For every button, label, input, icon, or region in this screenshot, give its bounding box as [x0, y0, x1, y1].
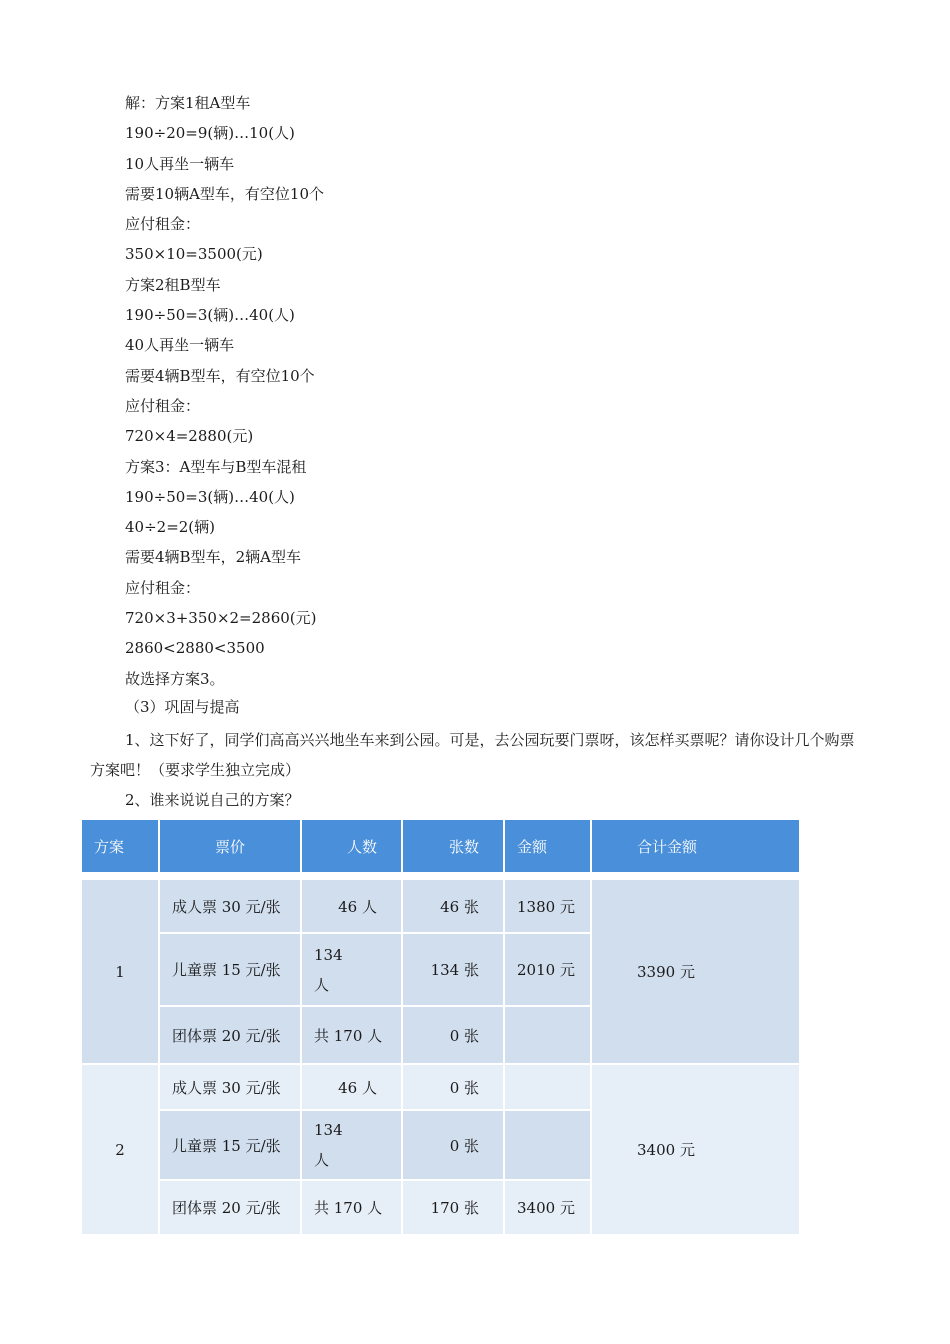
people-cell: 134 人	[301, 933, 402, 1006]
solution-line: 720×4=2880(元)	[125, 427, 254, 446]
table-row	[81, 1064, 800, 1110]
header-cell: 张数	[402, 819, 504, 873]
count-cell: 0 张	[402, 1110, 504, 1180]
amount-cell	[504, 1064, 591, 1110]
price-cell: 团体票 20 元/张	[159, 1180, 301, 1235]
count-cell: 134 张	[402, 933, 504, 1006]
header-cell: 人数	[301, 819, 402, 873]
table-header-row	[81, 819, 800, 873]
solution-line: 40÷2=2(辆)	[125, 518, 216, 537]
amount-cell: 2010 元	[504, 933, 591, 1006]
count-cell: 46 张	[402, 879, 504, 933]
solution-line: 方案2租B型车	[125, 275, 221, 294]
price-cell: 成人票 30 元/张	[159, 1064, 301, 1110]
solution-line: 解：方案1租A型车	[125, 94, 251, 112]
header-cell: 票价	[159, 819, 301, 873]
total-cell: 3390 元	[591, 879, 800, 1064]
price-cell: 成人票 30 元/张	[159, 879, 301, 933]
solution-line: 10人再坐一辆车	[125, 154, 235, 173]
people-cell: 46 人	[301, 879, 402, 933]
amount-cell	[504, 1110, 591, 1180]
solution-line: 需要4辆B型车，2辆A型车	[125, 548, 301, 567]
solution-line: 190÷20=9(辆)…10(人)	[125, 124, 295, 143]
price-cell: 儿童票 15 元/张	[159, 933, 301, 1006]
count-cell: 170 张	[402, 1180, 504, 1235]
plan-id-cell: 2	[81, 1064, 159, 1235]
people-cell: 46 人	[301, 1064, 402, 1110]
header-cell: 合计金额	[591, 819, 800, 873]
price-cell: 儿童票 15 元/张	[159, 1110, 301, 1180]
price-cell: 团体票 20 元/张	[159, 1006, 301, 1064]
solution-line: 方案3：A型车与B型车混租	[125, 457, 307, 476]
solution-line: 需要10辆A型车，有空位10个	[125, 184, 325, 203]
solution-line: 应付租金：	[125, 396, 201, 415]
header-cell: 金额	[504, 819, 591, 873]
solution-line: 需要4辆B型车，有空位10个	[125, 366, 315, 385]
solution-lines	[125, 88, 324, 694]
table-row	[81, 879, 800, 933]
solution-line: 应付租金：	[125, 578, 201, 597]
total-cell: 3400 元	[591, 1064, 800, 1235]
solution-line: 应付租金：	[125, 215, 201, 234]
solution-line: 720×3+350×2=2860(元)	[125, 609, 317, 628]
solution-line: 350×10=3500(元)	[125, 245, 263, 264]
paragraph-task: 1、这下好了，同学们高高兴兴地坐车来到公园。可是，去公园玩要门票呀，该怎样买票呢？请你设计几个购票方案吧！（要求学生独立完成）	[90, 731, 855, 779]
header-cell: 方案	[81, 819, 159, 873]
count-cell: 0 张	[402, 1064, 504, 1110]
count-cell: 0 张	[402, 1006, 504, 1064]
amount-cell	[504, 1006, 591, 1064]
plan-id-cell: 1	[81, 879, 159, 1064]
paragraph-prompt: 2、谁来说说自己的方案？	[125, 791, 300, 809]
people-cell: 134 人	[301, 1110, 402, 1180]
solution-line: 2860<2880<3500	[125, 639, 265, 658]
solution-line: 40人再坐一辆车	[125, 336, 235, 355]
solution-line: 190÷50=3(辆)…40(人)	[125, 306, 295, 325]
people-cell: 共 170 人	[301, 1180, 402, 1235]
amount-cell: 3400 元	[504, 1180, 591, 1235]
ticket-plan-table	[80, 818, 801, 1236]
people-cell: 共 170 人	[301, 1006, 402, 1064]
solution-line: 190÷50=3(辆)…40(人)	[125, 487, 295, 506]
amount-cell: 1380 元	[504, 879, 591, 933]
solution-line: 故选择方案3。	[125, 669, 225, 688]
section-heading: （3）巩固与提高	[125, 698, 240, 716]
